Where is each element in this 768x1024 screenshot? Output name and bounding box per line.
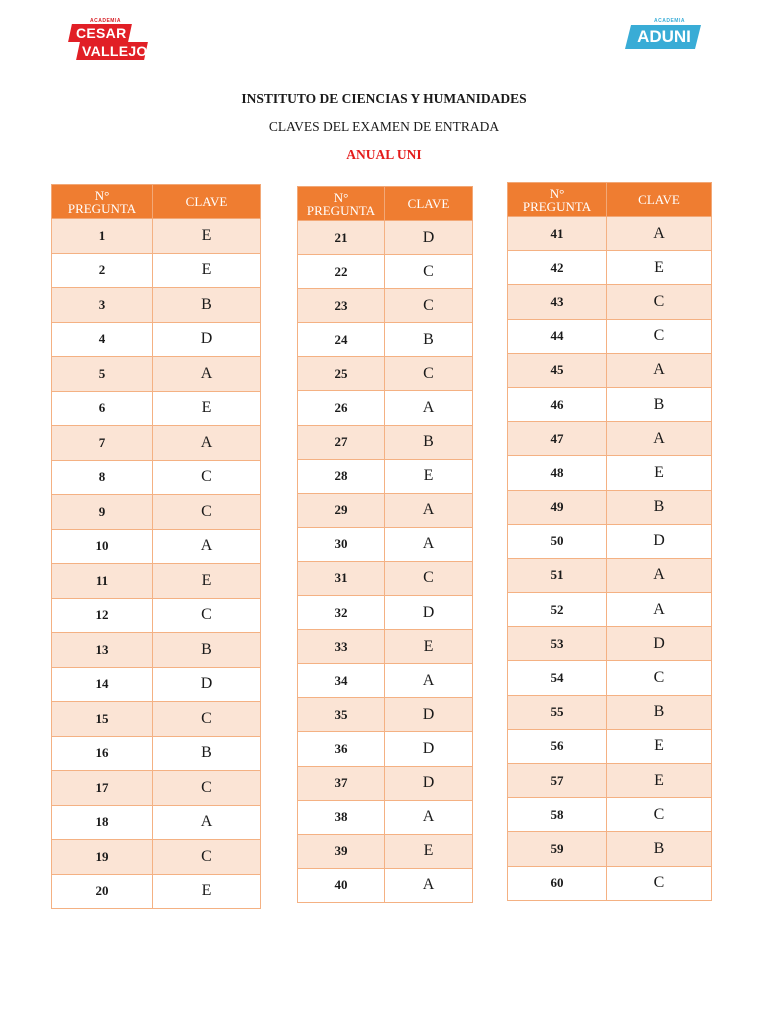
table-row [298,323,473,357]
answer-key: A [607,558,712,592]
question-number: 38 [298,800,385,834]
table-row [508,422,712,456]
table-row [508,661,712,695]
answer-key: C [153,495,261,530]
answer-key: E [385,630,473,664]
answer-key-table-1 [51,184,261,909]
answer-key: A [607,593,712,627]
question-number: 54 [508,661,607,695]
table-row [508,798,712,832]
question-number: 58 [508,798,607,832]
table-row [52,840,261,875]
table-row [298,834,473,868]
question-number: 19 [52,840,153,875]
answer-key: D [607,524,712,558]
question-number: 59 [508,832,607,866]
question-number: 55 [508,695,607,729]
answer-key-table-3 [507,182,712,901]
answer-key: B [607,387,712,421]
table-row [508,593,712,627]
question-number: 9 [52,495,153,530]
question-number: 29 [298,493,385,527]
answer-key: B [607,695,712,729]
answer-column-header: CLAVE [385,187,473,221]
answer-key: E [385,459,473,493]
table-row [52,736,261,771]
answer-key: D [607,627,712,661]
table-row [508,353,712,387]
question-number: 53 [508,627,607,661]
table-row [52,288,261,323]
answer-key: D [385,698,473,732]
institution-title: INSTITUTO DE CIENCIAS Y HUMANIDADES [241,91,527,106]
answer-key: B [153,288,261,323]
table-row [508,251,712,285]
question-number: 15 [52,702,153,737]
question-number: 27 [298,425,385,459]
table-row [52,564,261,599]
answer-key: A [385,527,473,561]
answer-key-table-2 [297,186,473,903]
table-row [298,630,473,664]
question-number: 47 [508,422,607,456]
answer-key: A [153,357,261,392]
answer-key: C [385,357,473,391]
question-number: 44 [508,319,607,353]
answer-key: A [607,422,712,456]
answer-key: B [385,323,473,357]
question-number: 7 [52,426,153,461]
question-number: 57 [508,764,607,798]
answer-key: B [385,425,473,459]
table-row [52,253,261,288]
answer-key: C [153,598,261,633]
aduni-logo-text: ADUNI [637,27,691,46]
question-number: 60 [508,866,607,900]
table-row [298,459,473,493]
table-row [52,322,261,357]
answer-key: D [385,766,473,800]
question-number: 30 [298,527,385,561]
question-number: 3 [52,288,153,323]
question-number: 36 [298,732,385,766]
question-number: 39 [298,834,385,868]
answer-key: C [153,702,261,737]
cesar-vallejo-logo-tag: ACADEMIA [90,18,121,24]
question-number: 24 [298,323,385,357]
answer-key: A [385,868,473,902]
question-number: 45 [508,353,607,387]
table-row [508,319,712,353]
question-number: 37 [298,766,385,800]
table-row [508,285,712,319]
table-row [52,598,261,633]
table-row [52,426,261,461]
table-row [52,529,261,564]
answer-key: C [607,285,712,319]
question-number: 18 [52,805,153,840]
table-row [508,729,712,763]
answer-key: B [153,633,261,668]
cesar-vallejo-logo-line1: CESAR [76,25,127,41]
question-number: 25 [298,357,385,391]
question-number: 51 [508,558,607,592]
answer-key: E [153,253,261,288]
table-row [508,490,712,524]
answer-key: A [153,805,261,840]
answer-key: C [385,289,473,323]
table-row [298,391,473,425]
answer-key: C [607,798,712,832]
answer-key: E [607,456,712,490]
answer-key: E [153,564,261,599]
question-number: 43 [508,285,607,319]
answer-key: C [153,840,261,875]
table-row [298,664,473,698]
table-row [298,868,473,902]
answer-key: D [385,221,473,255]
table-row [52,874,261,909]
table-row [508,456,712,490]
exam-subtitle: CLAVES DEL EXAMEN DE ENTRADA [268,119,500,134]
table-row [298,289,473,323]
table-row [298,766,473,800]
table-row [508,217,712,251]
answer-key: C [153,771,261,806]
question-number: 14 [52,667,153,702]
answer-key: E [153,874,261,909]
aduni-logo-tag: ACADEMIA [654,18,685,24]
answer-key: A [153,529,261,564]
answer-key: E [385,834,473,868]
answer-key: C [153,460,261,495]
answer-key: C [607,661,712,695]
answer-key: C [385,561,473,595]
question-number: 34 [298,664,385,698]
table-row [508,764,712,798]
table-row [508,832,712,866]
answer-key: E [607,729,712,763]
table-row [52,495,261,530]
table-row [508,558,712,592]
question-number: 48 [508,456,607,490]
answer-key: A [385,493,473,527]
question-number: 20 [52,874,153,909]
question-number: 46 [508,387,607,421]
table-row [52,667,261,702]
program-title: ANUAL UNI [346,147,422,162]
question-number: 2 [52,253,153,288]
answer-key: A [607,353,712,387]
question-number: 17 [52,771,153,806]
question-number: 22 [298,255,385,289]
question-number: 8 [52,460,153,495]
table-row [508,695,712,729]
table-row [298,357,473,391]
table-row [298,698,473,732]
question-number: 12 [52,598,153,633]
answer-key: E [153,219,261,254]
table-row [298,221,473,255]
question-number: 11 [52,564,153,599]
answer-key: B [153,736,261,771]
question-number: 42 [508,251,607,285]
answer-key: E [607,764,712,798]
question-number: 32 [298,596,385,630]
answer-column-header: CLAVE [153,185,261,219]
table-row [298,732,473,766]
question-number: 6 [52,391,153,426]
question-number: 26 [298,391,385,425]
answer-key: A [607,217,712,251]
question-column-header: N° PREGUNTA [52,185,153,219]
table-row [52,460,261,495]
answer-key: A [385,800,473,834]
table-row [52,805,261,840]
answer-key: C [607,319,712,353]
answer-key: E [153,391,261,426]
cesar-vallejo-logo-line2: VALLEJO [82,43,148,59]
question-number: 5 [52,357,153,392]
question-number: 16 [52,736,153,771]
table-row [298,255,473,289]
table-row [52,219,261,254]
table-row [52,391,261,426]
answer-key: B [607,490,712,524]
table-row [298,425,473,459]
question-number: 33 [298,630,385,664]
answer-key: D [385,596,473,630]
table-row [52,357,261,392]
table-row [52,771,261,806]
answer-key: E [607,251,712,285]
table-row [508,866,712,900]
question-column-header: N° PREGUNTA [298,187,385,221]
answer-key: B [607,832,712,866]
table-row [508,627,712,661]
table-row [298,561,473,595]
question-number: 49 [508,490,607,524]
question-number: 31 [298,561,385,595]
question-number: 41 [508,217,607,251]
question-number: 56 [508,729,607,763]
question-number: 1 [52,219,153,254]
answer-key: D [385,732,473,766]
table-row [508,387,712,421]
question-number: 23 [298,289,385,323]
question-number: 52 [508,593,607,627]
question-number: 40 [298,868,385,902]
question-number: 4 [52,322,153,357]
question-number: 35 [298,698,385,732]
answer-key: D [153,667,261,702]
answer-column-header: CLAVE [607,183,712,217]
aduni-logo [626,18,702,52]
answer-key: A [153,426,261,461]
question-column-header: N° PREGUNTA [508,183,607,217]
table-row [298,493,473,527]
answer-key: A [385,391,473,425]
question-number: 21 [298,221,385,255]
answer-key: C [607,866,712,900]
cesar-vallejo-logo [70,18,148,64]
table-row [298,800,473,834]
answer-key: D [153,322,261,357]
table-row [52,633,261,668]
question-number: 50 [508,524,607,558]
question-number: 13 [52,633,153,668]
table-row [508,524,712,558]
table-row [298,527,473,561]
table-row [298,596,473,630]
table-row [52,702,261,737]
answer-key: A [385,664,473,698]
question-number: 28 [298,459,385,493]
question-number: 10 [52,529,153,564]
answer-key: C [385,255,473,289]
